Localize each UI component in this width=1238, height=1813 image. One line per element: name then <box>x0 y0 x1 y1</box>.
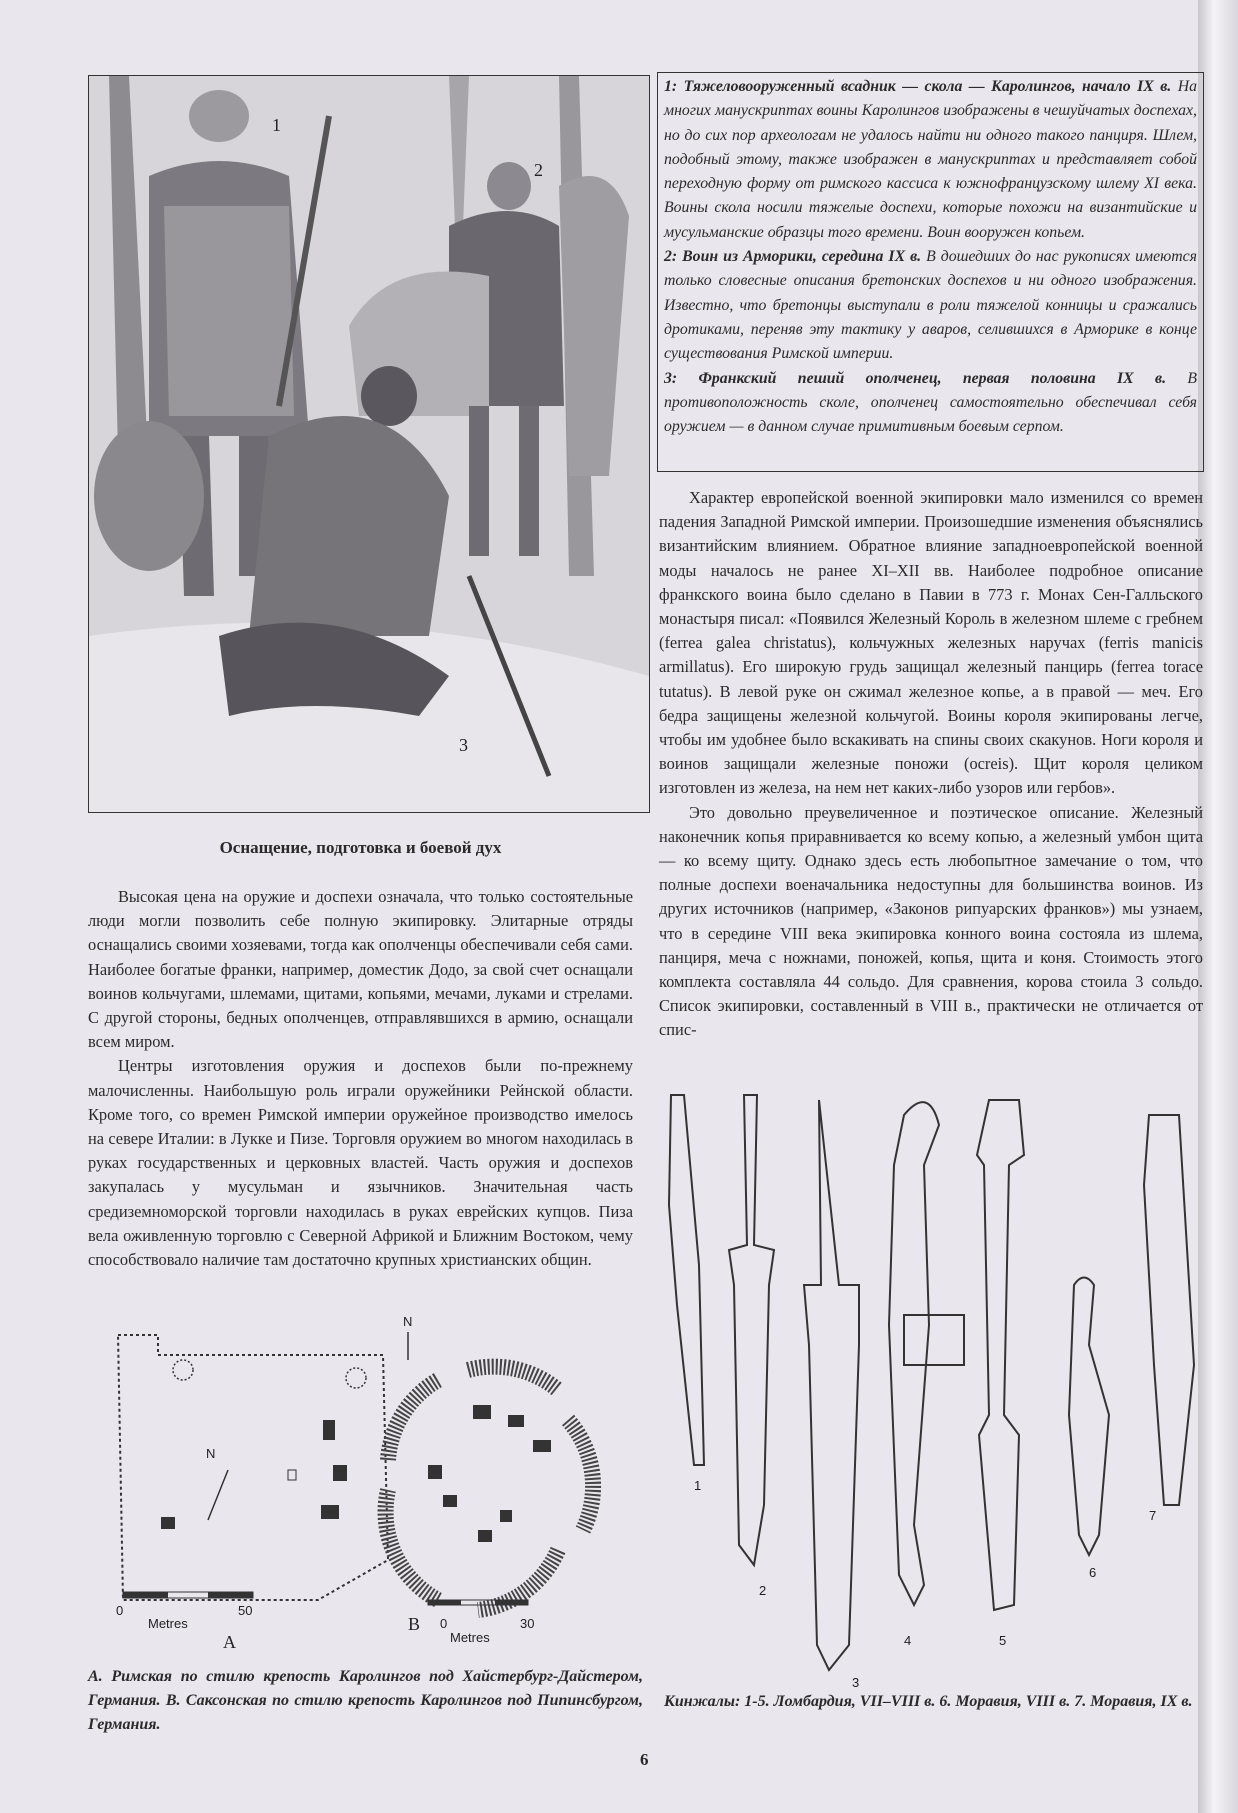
fort-plans-figure <box>88 1310 648 1660</box>
caption-text-3: В противоположность сколе, ополченец самостоятельно обеспечивал себя оружием — в данном случае примитивным боевым серпом. <box>664 369 1198 436</box>
fort-b-plan <box>386 1314 594 1645</box>
scale-b-start: 0 <box>440 1616 448 1631</box>
caption-heading-2: 2: Воин из Арморики, середина IX в. <box>664 248 922 266</box>
dagger-3 <box>804 1100 859 1670</box>
daggers-caption: Кинжалы: 1-5. Ломбардия, VII–VIII в. 6. Моравия, VIII в. 7. Моравия, IX в. <box>664 1693 1193 1710</box>
left-column-text <box>88 885 633 1272</box>
caption-item <box>664 75 1197 245</box>
scale-b-unit: Metres <box>450 1630 490 1645</box>
dagger-5 <box>977 1100 1024 1610</box>
scale-a-end: 50 <box>238 1603 253 1618</box>
caption-text-2: В дошедших до нас рукописях имеются только словесные описания бретонских доспехов и ни одного изображения. Известно, что бретонцы выступали в роли тяжелой конницы и сражались дротиками, переняв эту тактику у аваров, селившихся в Арморике в конце существования Римской империи. <box>664 248 1197 363</box>
dagger-number-3: 3 <box>852 1675 860 1690</box>
scale-a-start: 0 <box>116 1603 124 1618</box>
caption-heading-1: 1: Тяжеловооруженный всадник — скола — Каролингов, начало IX в. <box>664 78 1172 95</box>
dagger-number-5: 5 <box>999 1633 1007 1648</box>
dagger-number-2: 2 <box>759 1583 767 1598</box>
daggers-figure <box>659 1085 1204 1690</box>
dagger-number-6: 6 <box>1089 1565 1097 1580</box>
caption-item <box>664 367 1197 440</box>
dagger-1 <box>669 1095 704 1465</box>
scale-a-unit: Metres <box>148 1616 188 1631</box>
illustration-label-2: 2 <box>534 160 543 180</box>
right-column-text <box>659 486 1203 1043</box>
dagger-2 <box>729 1095 774 1565</box>
fort-caption: А. Римская по стилю крепость Каролингов под Хайстербург-Дайстером, Германия. В. Саксонская по стилю крепость Каролингов под Пипинсбургом, Германия. <box>88 1668 643 1733</box>
book-spine-edge <box>1198 0 1238 1813</box>
paragraph: Центры изготовления оружия и доспехов были по-прежнему малочисленны. Наибольшую роль играли оружейники Рейнской области. Кроме того, со времен Римской империи оружейное производство имелось на севере Италии: в Лукке и Пизе. Торговля оружием во многом находилась в руках государственных и церковных властей. Часть оружия и доспехов закупалась у мусульман и язычников. Значительная часть средиземноморской торговли находилась в руках еврейских купцов. Пиза вела оживленную торговлю с Северной Африкой и Ближним Востоком, чему способствовало наличие там достаточно крупных христианских общин. <box>88 1056 633 1270</box>
dagger-number-1: 1 <box>694 1478 702 1493</box>
illustration-label-3: 3 <box>459 735 468 755</box>
paragraph: Это довольно преувеличенное и поэтическое описание. Железный наконечник копья приравнивается ко всему копью, а железный умбон щита — ко всему щиту. Однако здесь есть любопытное замечание о том, что полные доспехи военачальника недоступны для большинства воинов. Из других источников (например, «Законов рипуарских франков») мы узнаем, что в середине VIII века экипировка конного воина состояла из шлема, панциря, меча с ножнами, поножей, копья, щита и коня. Стоимость этого комплекта составляла 44 сольдо. Для сравнения, корова стоила 3 сольдо. Список экипировки, составленный в VIII в., практически не отличается от спис- <box>659 802 1203 1040</box>
illustration-label-1: 1 <box>272 115 281 135</box>
north-marker-b: N <box>403 1314 413 1329</box>
dagger-4-guard <box>904 1315 964 1365</box>
warriors-illustration <box>88 75 650 813</box>
paragraph: Характер европейской военной экипировки мало изменился со времен падения Западной Римской империи. Произошедшие изменения объяснялись византийским влиянием. Обратное влияние западноевропейской военной моды началось не ранее XI–XII вв. Наиболее подробное описание франкского воина было сделано в Павии в 773 г. Монах Сен-Галльского монастыря писал: «Появился Железный Король в железном шлеме с гребнем (ferrea galea christatus), кольчужных железных наручах (ferris manicis armillatus). Его широкую грудь защищал железный панцирь (ferrea torace tutatus). В левой руке он сжимал железное копье, а в правой — меч. Его бедра защищены железной кольчугой. Воины короля экипированы легче, чтобы им удобнее было вскакивать на спины своих скакунов. Ноги короля и воинов защищали железные поножи (ocreis). Щит короля целиком изготовлен из железа, на нем нет каких-либо узоров или гербов». <box>659 488 1203 798</box>
north-marker-a: N <box>206 1446 216 1461</box>
dagger-number-7: 7 <box>1149 1508 1157 1523</box>
paragraph: Высокая цена на оружие и доспехи означала, что только состоятельные люди могли позволить себе полную экипировку. Элитарные отряды оснащались своими хозяевами, тогда как ополченцы обеспечивали себя сами. Наиболее богатые франки, например, доместик Додо, за свой счет оснащали воинов кольчугами, шлемами, щитами, копьями, мечами, луками и стрелами. С другой стороны, бедных ополченцев, отправлявшихся в армию, оснащали всем миром. <box>88 887 633 1052</box>
scale-b-end: 30 <box>520 1616 535 1631</box>
dagger-4 <box>889 1102 939 1605</box>
illustration-caption-box <box>657 72 1204 472</box>
caption-text-1: На многих манускриптах воины Каролингов изображены в чешуйчатых доспехах, но до сих пор археологам не удалось найти ни одного такого панциря. Шлем, подобный этому, также изображен в манускриптах и представляет собой переходную форму от римского кассиса к южнофранцузскому шлему XI века. Воины скола носили тяжелые доспехи, которые похожи на византийские и мусульманские образцы того времени. Воин вооружен копьем. <box>664 78 1198 241</box>
fort-a-label: A <box>223 1632 236 1652</box>
section-title: Оснащение, подготовка и боевой дух <box>219 838 502 857</box>
dagger-number-4: 4 <box>904 1633 912 1648</box>
fort-b-label: B <box>408 1614 421 1634</box>
dagger-6 <box>1069 1278 1109 1556</box>
caption-item <box>664 245 1197 366</box>
page-number: 6 <box>640 1750 649 1769</box>
caption-heading-3: 3: Франкский пеший ополченец, первая половина IX в. <box>664 369 1167 387</box>
dagger-7 <box>1144 1115 1194 1505</box>
fort-a-plan <box>116 1335 388 1652</box>
